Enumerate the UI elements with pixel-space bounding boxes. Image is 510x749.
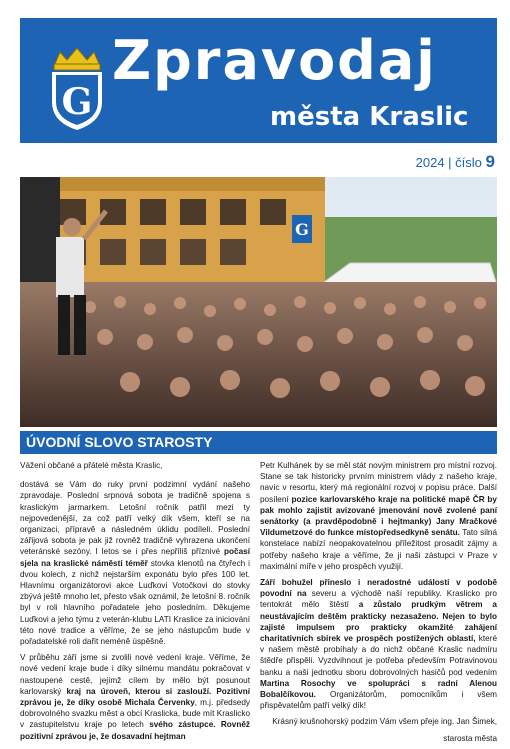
- article-bold-text: Martina Rosochy ve spolupráci s radní Alenou Bobalčíkovou.: [260, 678, 497, 700]
- article-paragraph: [260, 577, 497, 711]
- article-bold-text: pozice karlovarského kraje na politické mapě ČR by pak mohlo zajistit avizované jmenování nově zvolené paní senátorky (a pravděpodobně i hejtmanky) Jany Mračkové Vildumetzové do funkce místopředsedkyně senátu.: [260, 494, 497, 538]
- issue-number: 9: [485, 152, 495, 171]
- article-text: Organizátorům, pomocníkům i všem přispěvatelům patří velký dík!: [260, 690, 497, 711]
- article-text: dostává se Vám do ruky první podzimní vydání našeho zpravodaje. Poslední srpnová sobota je tradičně spojena s kraslickým jarmarkem. Letošní ročník patřil mezi ty nejpovedenější, za což patří velký dík všem, kteří se na organizaci, přípravě a následném úklidu podíleli. Poslední zářijová sobota je pak již rovněž tradičně vyhrazena ukončení veteránské sezóny. I letos se i přes nepříliš příznivé: [20, 480, 250, 557]
- article-bold-text: a zůstalo prudkým větrem a neustávajícím deštěm prakticky nezasaženo. Nejen to bylo zajisté impulsem pro prakticky okamžité zahájení charitativních sbírek ve prospěch postižených oblastí,: [260, 600, 497, 644]
- article-text: Tato silná konstelace nabízí neopakovatelnou příležitost prosadit zájmy a potřeby našeho kraje a věříme, že ji naši zástupci v Praze v maximální míře v jeho prospěch využijí.: [260, 528, 498, 571]
- masthead-title: Zpravodaj: [112, 29, 437, 92]
- article-bold-text: svého zástupce. Rovněž pozitivní zprávou je, že dosavadní hejtman: [20, 720, 251, 741]
- closing-line: Krásný krušnohorský podzim Vám všem přeje ing. Jan Šimek,: [272, 717, 497, 727]
- cover-photo: [20, 177, 497, 427]
- article-text: severu a východě naší republiky. Kraslicko pro tentokrát mělo štěstí: [260, 589, 497, 610]
- issue-info: 2024 | číslo 9: [415, 152, 495, 171]
- masthead-subtitle: města Kraslic: [270, 102, 469, 132]
- article-column-left: [20, 460, 250, 747]
- article-bold-text: počasí sjela na kraslické náměstí téměř: [20, 547, 250, 568]
- city-crest-icon: [48, 44, 106, 130]
- article-greeting: Vážení občané a přátelé města Kraslic,: [20, 461, 163, 470]
- signature-role: starosta města: [443, 733, 497, 743]
- article-text: které v našem městě probíhaly a do nichž občané Kraslic nadmíru štědře přispěli. Vyzdvihnout je potřeba především Potravinovou banku a naši jednotku sboru dobrovolných hasičů pod vedením: [260, 634, 497, 677]
- article-paragraph: [20, 479, 250, 647]
- svg-text:G: G: [295, 220, 309, 239]
- article-bold-text: kraj na úroveň, kterou si zaslouží. Pozitivní zprávou je, že díky osobě Michala Červenky: [20, 686, 250, 708]
- article-text: V průběhu září jsme si zvolili nové vedení kraje. Věříme, že nové vedení kraje bude i díky silnému mandátu pokračovat v nastoupené cestě, jejímž cílem by mělo být posunout karlovarský: [20, 653, 250, 696]
- article-column-right: [260, 460, 497, 749]
- issue-label: číslo: [455, 155, 482, 170]
- article-text: stovka klenotů na čtyřech i dvou kolech, z nichž nejstarším exponátu bylo přes 100 let. Hlavnímu organizátorovi akce Luďkovi Votočkovi do stovky zbývá ještě mnoho let, přesto však oznámil, že letošní 8. ročník byl v roli hlavního pořadatele jeho posledním. Děkujeme Luďkovi a jeho týmu z veterán-klubu LATI Kraslice za iniciování této nové tradice a věříme, že se jeho nástupcům bude v pořadatelské roli dařit neméně úspěšně.: [20, 558, 250, 647]
- article-text: Petr Kulhánek by se měl stát novým ministrem pro místní rozvoj. Stane se tak historicky prvním ministrem vlády z našeho kraje, navíc v resortu, který má regionální rozvoj v popisu práce. Další posílení: [260, 461, 497, 504]
- svg-text:G: G: [61, 81, 93, 123]
- article-text: , m.j. předsedy dobrovolného svazku měst a obcí Kraslicka, bude mít Kraslicko v zastupitelstvu kraje po letech: [20, 698, 250, 730]
- article-paragraph: [20, 652, 250, 742]
- section-title: ÚVODNÍ SLOVO STAROSTY: [26, 434, 213, 450]
- article-paragraph: [260, 460, 497, 572]
- issue-year: 2024: [415, 155, 445, 170]
- article-bold-text: Září bohužel přineslo i neradostné události v podobě povodní na: [260, 578, 497, 599]
- section-header: [20, 431, 497, 454]
